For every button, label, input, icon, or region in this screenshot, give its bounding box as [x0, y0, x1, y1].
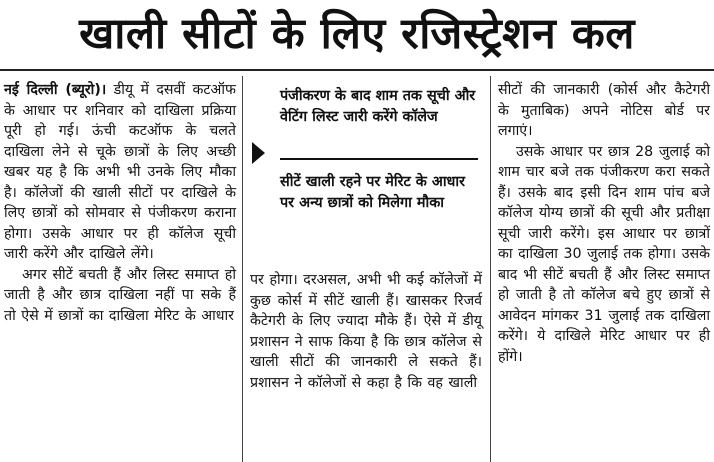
column-divider-1	[242, 76, 243, 462]
headline: खाली सीटों के लिए रजिस्ट्रेशन कल	[79, 9, 635, 59]
dateline: नई दिल्ली (ब्यूरो)।	[4, 82, 107, 98]
column-3-paragraph-1: सीटों की जानकारी (कोर्स और कैटेगरी के मुताबिक) अपने नोटिस बोर्ड पर लगाएं।	[498, 82, 710, 139]
column-3-paragraph-2: उसके आधार पर छात्र 28 जुलाई को शाम चार बजे तक पंजीकरण करा सकते हैं। उसके बाद इसी दिन शाम पांच बजे कॉलेज योग्य छात्रों की सूची और प्रतीक्षा सूची जारी करेंगे। इस आधार पर छात्रों का दाखिला 30 जुलाई तक होगा। उसके बाद भी सीटें बचती हैं और लिस्ट समाप्त हो जाती है तो कॉलेज बचे हुए छात्रों से आवेदन मांगकर 31 जुलाई तक दाखिला करेंगे। ये दाखिले मेरिट आधार पर ही होंगे।	[498, 143, 710, 365]
column-3	[498, 80, 710, 367]
arrow-icon	[252, 142, 265, 164]
pull-quote-text-1: पंजीकरण के बाद शाम तक सूची और वेटिंग लिस्ट जारी करेंगे कॉलेज	[280, 88, 476, 125]
column-1-paragraph-1-text: डीयू में दसवीं कटऑफ के आधार पर शनिवार को दाखिला प्रक्रिया पूरी हो गई। ऊंची कटऑफ के चलते दाखिला लेने से चूके छात्रों के लिए अच्छी खबर यह है कि अभी भी उनके लिए मौका है। कॉलेजों की खाली सीटों पर दाखिले के लिए छात्रों को सोमवार से पंजीकरण कराना होगा। उसके आधार पर ही कॉलेज सूची जारी करेंगे और दाखिले लेंगे।	[4, 82, 236, 262]
column-1-paragraph-1	[4, 80, 236, 265]
column-1	[4, 80, 236, 326]
column-divider-2	[490, 76, 491, 462]
headline-rule	[0, 69, 714, 71]
column-2	[250, 270, 482, 393]
pull-quote-text-2: सीटें खाली रहने पर मेरिट के आधार पर अन्य छात्रों को मिलेगा मौका	[280, 174, 466, 211]
column-1-paragraph-2: अगर सीटें बचती हैं और लिस्ट समाप्त हो जाती है और छात्र दाखिला नहीं पा सके हैं तो ऐसे में छात्रों का दाखिला मेरिट के आधार	[4, 266, 236, 324]
pull-quote	[252, 80, 484, 248]
pull-quote-divider	[280, 158, 478, 160]
column-2-paragraph: पर होगा। दरअसल, अभी भी कई कॉलेजों में कुछ कोर्स में सीटें खाली हैं। खासकर रिजर्व कैटेगरी के लिए ज्यादा मौके हैं। ऐसे में डीयू प्रशासन ने साफ किया है कि छात्र कॉलेज से खाली सीटों की जानकारी ले सकते हैं। प्रशासन ने कॉलेजों से कहा है कि वह खाली	[250, 272, 482, 391]
